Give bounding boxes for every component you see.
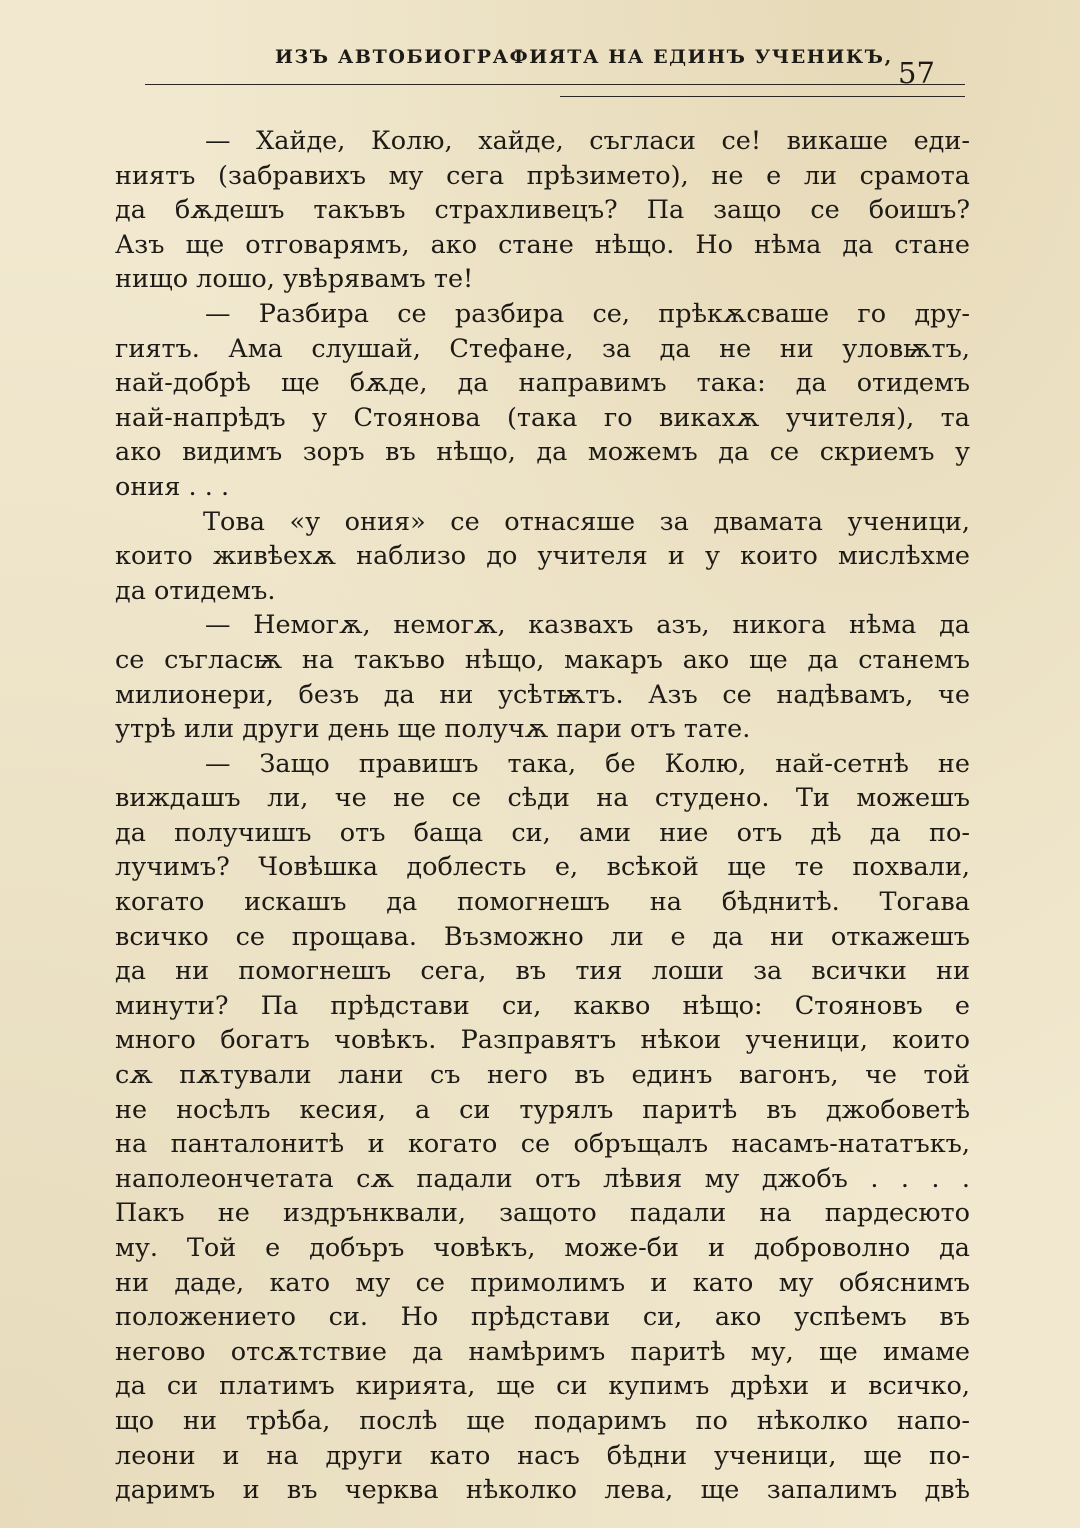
header-rule-secondary (560, 96, 965, 97)
text-line: най-добрѣ ще бѫде, да направимъ така: да отидемъ (115, 368, 970, 399)
text-line: положението си. Но прѣдстави си, ако успѣемъ въ (115, 1302, 970, 1333)
text-line: — Разбира се разбира се, прѣкѫсваше го дру- (205, 298, 970, 329)
page-number: 57 (898, 56, 935, 90)
text-line: виждашъ ли, че не се сѣди на студено. Ти можешъ (115, 783, 970, 814)
text-line: да отидемъ. (115, 575, 276, 606)
text-line: гиятъ. Ама слушай, Стефане, за да не ни уловѭтъ, (115, 333, 970, 364)
text-line: всичко се прощава. Възможно ли е да ни откажешъ (115, 921, 970, 952)
text-line: да си платимъ кирията, ще си купимъ дрѣхи и всичко, (115, 1371, 970, 1402)
text-line: ония . . . (115, 471, 230, 502)
text-line: — Немогѫ, немогѫ, казвахъ азъ, никога нѣма да (205, 610, 970, 641)
header-rule (145, 84, 965, 85)
text-line: милионери, безъ да ни усѣтѭтъ. Азъ се надѣвамъ, че (115, 679, 970, 710)
text-line: — Хайде, Колю, хайде, съгласи се! викаше еди- (205, 126, 970, 156)
text-line: когато искашъ да помогнешъ на бѣднитѣ. Тогава (115, 887, 970, 918)
text-line: на панталонитѣ и когато се обръщалъ насамъ-нататъкъ, (115, 1129, 970, 1160)
text-line: даримъ и въ черква нѣколко лева, ще запалимъ двѣ (115, 1475, 970, 1506)
text-line: минути? Па прѣдстави си, какво нѣщо: Стояновъ е (115, 990, 970, 1021)
text-line: Това «у ония» се отнасяше за двамата ученици, (203, 506, 970, 537)
text-line: ни даде, като му се примолимъ и като му обяснимъ (115, 1267, 970, 1298)
text-line: които живѣехѫ наблизо до учителя и у които мислѣхме (115, 541, 970, 572)
text-line: да получишъ отъ баща си, ами ние отъ дѣ да по- (115, 817, 970, 848)
text-line: — Защо правишъ така, бе Колю, най-сетнѣ не (205, 748, 970, 779)
text-line: лучимъ? Човѣшка доблесть е, всѣкой ще те похвали, (115, 852, 970, 883)
text-line: ако видимъ зоръ въ нѣщо, да можемъ да се скриемъ у (115, 437, 970, 468)
text-line: се съгласѭ на такъво нѣщо, макаръ ако ще да станемъ (115, 644, 970, 675)
text-line: му. Той е добъръ човѣкъ, може-би и доброволно да (115, 1233, 970, 1263)
text-line: да бѫдешъ такъвъ страхливецъ? Па защо се боишъ? (115, 195, 970, 226)
text-line: ниятъ (забравихъ му сега прѣзимето), не е ли срамота (115, 160, 970, 191)
text-line: що ни трѣба, послѣ ще подаримъ по нѣколко напо- (115, 1405, 970, 1436)
text-line: утрѣ или други день ще получѫ пари отъ тате. (115, 714, 751, 745)
text-line: Пакъ не издрънквали, защото падали на пардесюто (115, 1198, 970, 1229)
text-line: не носѣлъ кесия, а си турялъ паритѣ въ джобоветѣ (115, 1094, 970, 1125)
text-line: негово отсѫтствие да намѣримъ паритѣ му, ще имаме (115, 1336, 970, 1367)
text-line: наполеончетата сѫ падали отъ лѣвия му джобъ . . . . (115, 1163, 970, 1194)
text-line: нищо лошо, увѣрявамъ те! (115, 264, 474, 295)
text-line: много богатъ човѣкъ. Разправятъ нѣкои ученици, които (115, 1025, 970, 1056)
text-line: сѫ пѫтували лани съ него въ единъ вагонъ, че той (115, 1060, 970, 1091)
running-title: ИЗЪ АВТОБИОГРАФИЯТА НА ЕДИНЪ УЧЕНИКЪ, (275, 46, 893, 68)
text-line: Азъ ще отговарямъ, ако стане нѣщо. Но нѣма да стане (115, 229, 970, 260)
body-text (115, 124, 970, 1508)
text-line: най-напрѣдъ у Стоянова (така го викахѫ учителя), та (115, 402, 970, 433)
text-line: леони и на други като насъ бѣдни ученици, ще по- (115, 1440, 970, 1471)
text-line: да ни помогнешъ сега, въ тия лоши за всички ни (115, 956, 970, 987)
